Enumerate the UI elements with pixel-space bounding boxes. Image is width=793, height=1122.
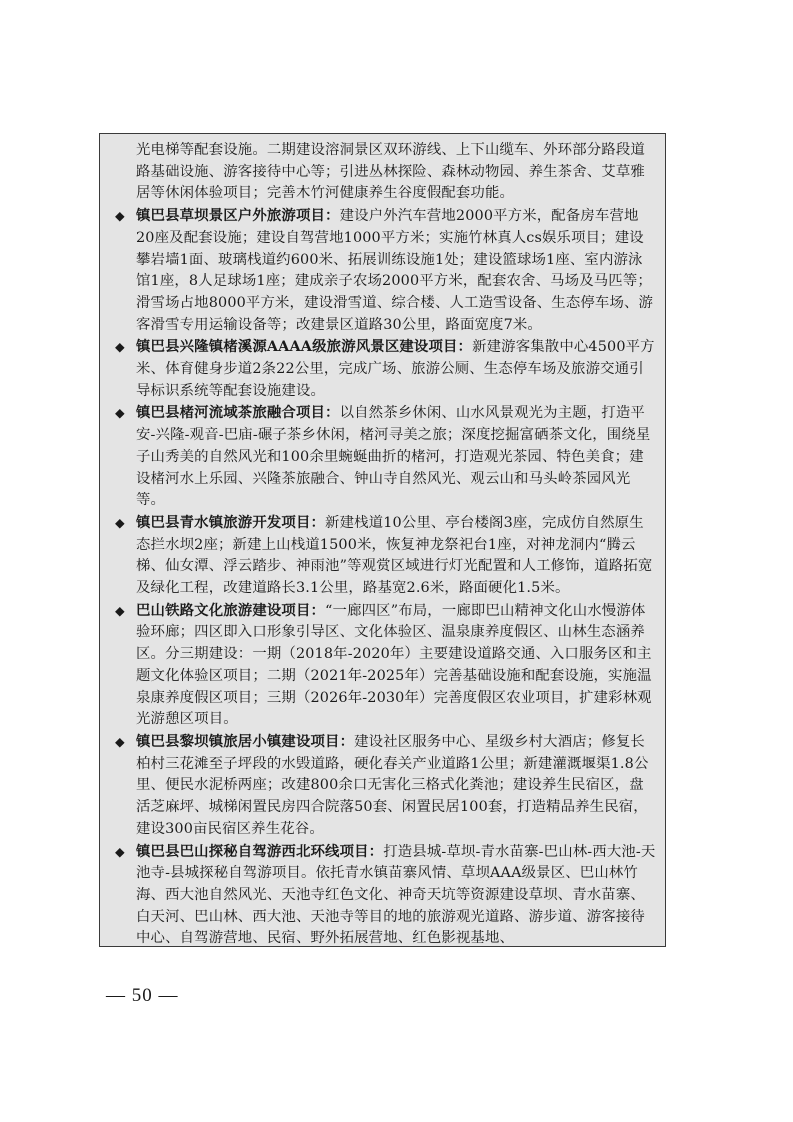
content-box [99,133,666,947]
project-title: 镇巴县兴隆镇楮溪源AAAA级旅游风景区建设项目： [136,338,473,356]
project-item [110,841,656,948]
project-title: 镇巴县巴山探秘自驾游西北环线项目： [136,842,384,860]
project-title: 巴山铁路文化旅游建设项目： [136,601,326,619]
project-body: 建设户外汽车营地2000平方米，配备房车营地20座及配套设施；建设自驾营地1000平方米；实施竹林真人cs娱乐项目；建设攀岩墙1面、玻璃栈道约600米、拓展训练设施1处；建设篮球场1座、室内游泳馆1座，8人足球场1座；建成亲子农场2000平方米，配套农舍、马场及马匹等；滑雪场占地8000平方米，建设滑雪道、综合楼、人工造雪设备、生态停车场、游客滑雪专用运输设备等；改建景区道路30公里，路面宽度7米。 [136,208,654,333]
project-title: 镇巴县楮河流域茶旅融合项目： [136,404,340,422]
diamond-bullet-icon: ◆ [115,843,125,859]
project-title: 镇巴县黎坝镇旅居小镇建设项目： [136,732,355,750]
page-number: — 50 — [106,985,179,1006]
diamond-bullet-icon: ◆ [115,208,125,224]
project-body: 新建栈道10公里、亭台楼阁3座，完成仿自然原生态拦水坝2座；新建上山栈道1500米，恢复神龙祭祀台1座，对神龙洞内“腾云梯、仙女潭、浮云踏步、神雨池”等观赏区域进行灯光配置和人工修饰，道路拓宽及绿化工程，改建道路长3.1公里，路基宽2.6米，路面硬化1.5米。 [136,514,653,597]
project-title: 镇巴县草坝景区户外旅游项目： [136,207,340,225]
diamond-bullet-icon: ◆ [115,514,125,530]
project-item [110,512,656,600]
project-body: 以自然茶乡休闲、山水风景观光为主题，打造平安-兴隆-观音-巴庙-碾子茶乡休闲，楮河寻美之旅；深度挖掘富硒茶文化，围绕星子山秀美的自然风光和100余里蜿蜒曲折的楮河，打造观光茶园、特色美食；建设楮河水上乐园、兴隆茶旅融合、钟山寺自然风光、观云山和马头岭茶园风光等。 [136,405,651,509]
diamond-bullet-icon: ◆ [115,405,125,421]
project-title: 镇巴县青水镇旅游开发项目： [136,513,326,531]
project-body: 打造县城-草坝-青水苗寨-巴山林-西大池-天池寺-县城探秘自驾游项目。依托青水镇苗寨风情、草坝AAA级景区、巴山林竹海、西大池自然风光、天池寺红色文化、神奇天坑等资源建设草坝、青水苗寨、白天河、巴山林、西大池、天池寺等目的地的旅游观光道路、游步道、游客接待中心、自驾游营地、民宿、野外拓展营地、红色影视基地、 [136,843,656,947]
diamond-bullet-icon: ◆ [115,339,125,355]
intro-paragraph: 光电梯等配套设施。二期建设溶洞景区双环游线、上下山缆车、外环部分路段道路基础设施、游客接待中心等；引进丛林探险、森林动物园、养生茶舍、艾草雅居等休闲体验项目；完善木竹河健康养生谷度假配套功能。 [136,142,645,202]
diamond-bullet-icon: ◆ [115,733,125,749]
project-item [110,402,656,512]
project-item [110,205,656,336]
project-body: 新建游客集散中心4500平方米、体育健身步道2条22公里，完成广场、旅游公厕、生态停车场及旅游交通引导标识系统等配套设施建设。 [136,339,655,399]
project-item [110,731,656,841]
project-body: 建设社区服务中心、星级乡村大酒店；修复长柏村三花滩至子坪段的水毁道路，硬化春关产业道路1公里；新建灌溉堰渠1.8公里、便民水泥桥两座；改建800余口无害化三格式化粪池；建设养生民宿区，盘活芝麻坪、城梯闲置民房四合院落50套、闲置民居100套，打造精品养生民宿，建设300亩民宿区养生花谷。 [136,733,649,837]
project-body: “一廊四区”布局，一廊即巴山精神文化山水慢游体验环廊；四区即入口形象引导区、文化体验区、温泉康养度假区、山林生态涵养区。分三期建设：一期（2018年-2020年）主要建设道路交通、入口服务区和主题文化体验区项目；二期（2021年-2025年）完善基础设施和配套设施，实施温泉康养度假区项目；三期（2026年-2030年）完善度假区农业项目，扩建彩林观光游憩区项目。 [136,602,652,728]
project-item [110,336,656,402]
project-item [110,600,656,731]
diamond-bullet-icon: ◆ [115,602,125,618]
